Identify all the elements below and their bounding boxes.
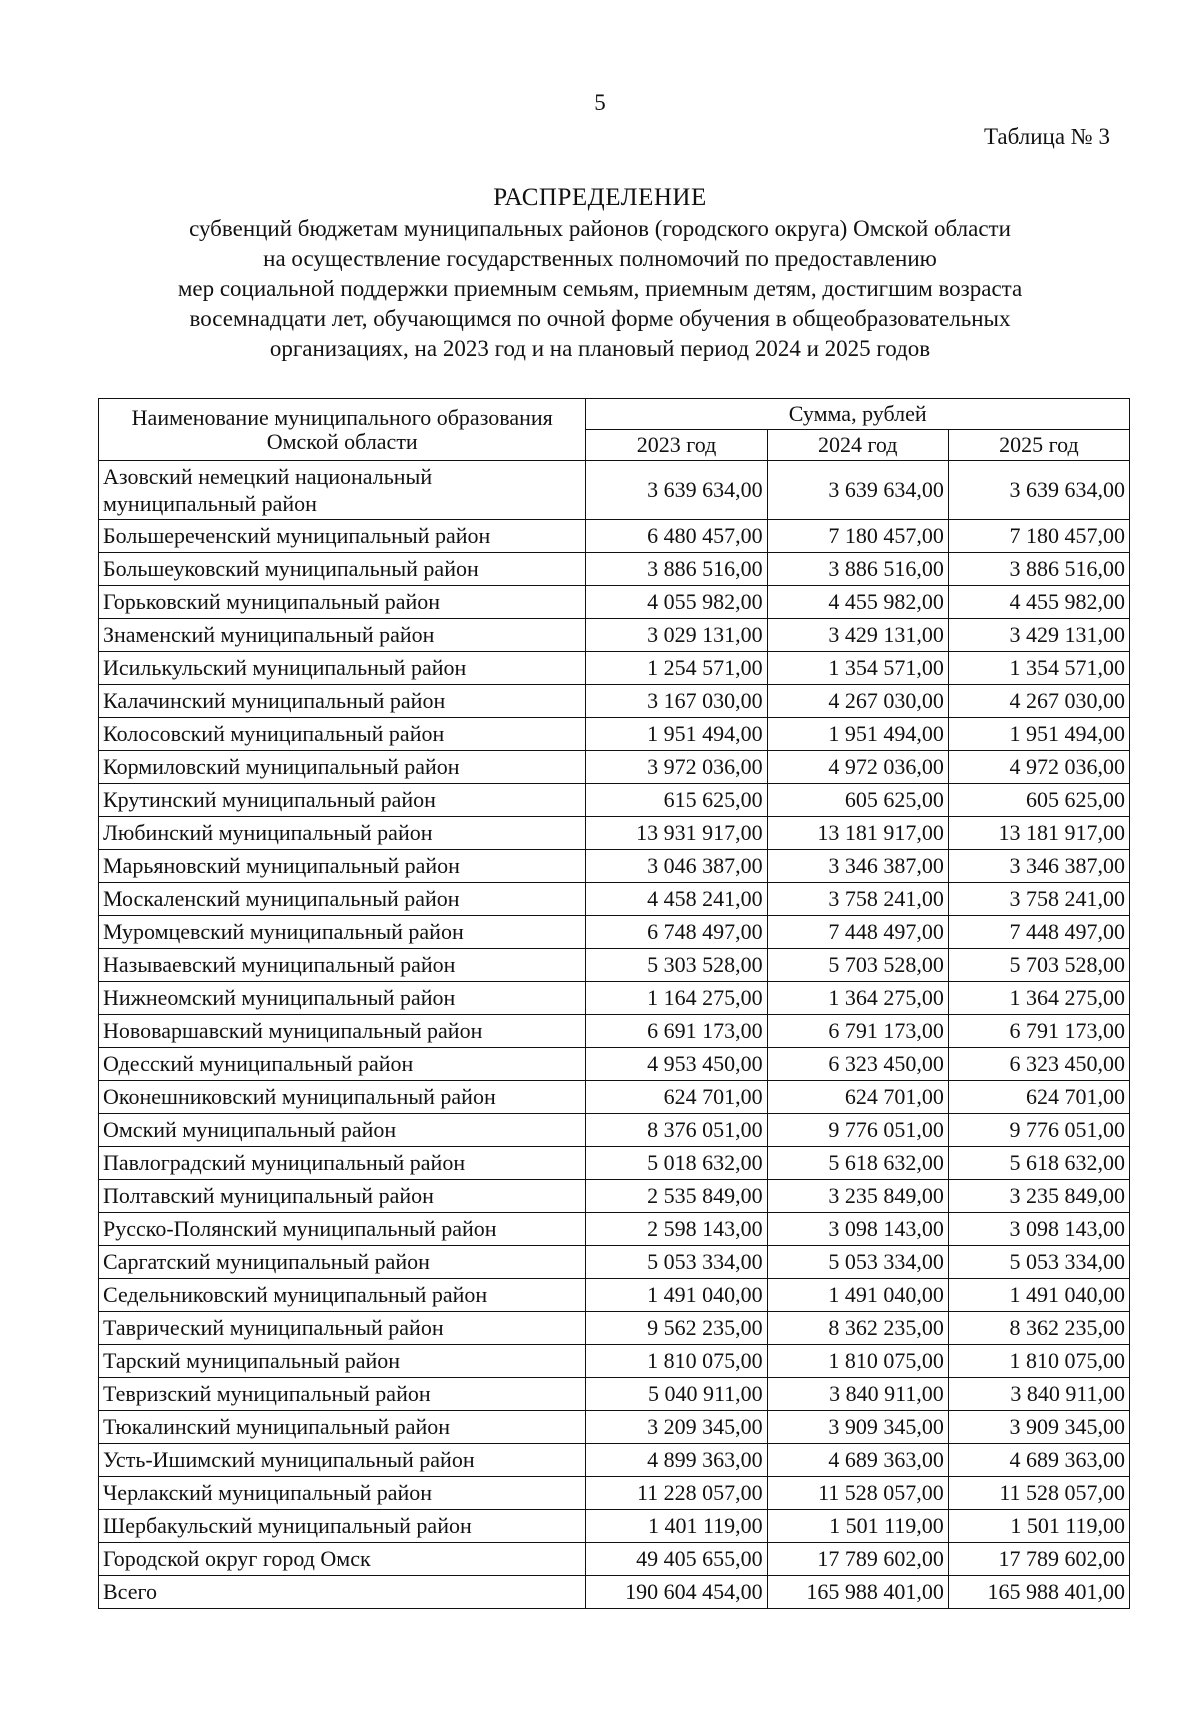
table-row — [99, 1081, 1130, 1114]
table-row — [99, 1213, 1130, 1246]
amount-2024-cell: 3 098 143,00 — [767, 1213, 948, 1246]
district-name-cell: Марьяновский муниципальный район — [99, 850, 586, 883]
district-name-cell: Тюкалинский муниципальный район — [99, 1411, 586, 1444]
amount-2024-cell: 17 789 602,00 — [767, 1543, 948, 1576]
amount-2023-cell: 190 604 454,00 — [586, 1576, 767, 1609]
amount-2024-cell: 4 455 982,00 — [767, 586, 948, 619]
amount-2024-cell: 3 840 911,00 — [767, 1378, 948, 1411]
table-row — [99, 1246, 1130, 1279]
table-row — [99, 685, 1130, 718]
district-name-cell: Нововаршавский муниципальный район — [99, 1015, 586, 1048]
amount-2024-cell: 4 267 030,00 — [767, 685, 948, 718]
table-row — [99, 1477, 1130, 1510]
table-label: Таблица № 3 — [983, 124, 1110, 149]
amount-2024-cell: 605 625,00 — [767, 784, 948, 817]
amount-2023-cell: 4 458 241,00 — [586, 883, 767, 916]
district-name-cell: Нижнеомский муниципальный район — [99, 982, 586, 1015]
district-name-cell: Тевризский муниципальный район — [99, 1378, 586, 1411]
table-row — [99, 1048, 1130, 1081]
amount-2023-cell: 6 480 457,00 — [586, 520, 767, 553]
amount-2024-cell: 9 776 051,00 — [767, 1114, 948, 1147]
amount-2023-cell: 1 401 119,00 — [586, 1510, 767, 1543]
district-name-cell: Любинский муниципальный район — [99, 817, 586, 850]
table-row — [99, 1015, 1130, 1048]
column-header-year: 2024 год — [767, 430, 948, 461]
district-name-cell: Тарский муниципальный район — [99, 1345, 586, 1378]
subtitle-line: субвенций бюджетам муниципальных районов (городского округа) Омской области — [189, 216, 1011, 241]
amount-2023-cell: 4 055 982,00 — [586, 586, 767, 619]
table-row — [99, 751, 1130, 784]
district-name-cell: Кормиловский муниципальный район — [99, 751, 586, 784]
amount-2023-cell: 3 886 516,00 — [586, 553, 767, 586]
table-row — [99, 520, 1130, 553]
district-name-cell: Городской округ город Омск — [99, 1543, 586, 1576]
amount-2024-cell: 1 364 275,00 — [767, 982, 948, 1015]
amount-2024-cell: 165 988 401,00 — [767, 1576, 948, 1609]
amount-2023-cell: 5 040 911,00 — [586, 1378, 767, 1411]
amount-2023-cell: 5 053 334,00 — [586, 1246, 767, 1279]
district-name-cell: Русско-Полянский муниципальный район — [99, 1213, 586, 1246]
table-row — [99, 1444, 1130, 1477]
table-row — [99, 1543, 1130, 1576]
amount-2023-cell: 615 625,00 — [586, 784, 767, 817]
amount-2025-cell: 1 491 040,00 — [948, 1279, 1129, 1312]
amount-2024-cell: 3 909 345,00 — [767, 1411, 948, 1444]
amount-2024-cell: 5 703 528,00 — [767, 949, 948, 982]
amount-2023-cell: 5 018 632,00 — [586, 1147, 767, 1180]
table-row — [99, 652, 1130, 685]
amount-2024-cell: 7 180 457,00 — [767, 520, 948, 553]
amount-2024-cell: 1 354 571,00 — [767, 652, 948, 685]
amount-2025-cell: 7 448 497,00 — [948, 916, 1129, 949]
amount-2024-cell: 3 235 849,00 — [767, 1180, 948, 1213]
amount-2023-cell: 11 228 057,00 — [586, 1477, 767, 1510]
table-row — [99, 1180, 1130, 1213]
column-header-name: Наименование муниципального образования Омской области — [99, 399, 586, 461]
subtitle-line: организациях, на 2023 год и на плановый период 2024 и 2025 годов — [269, 336, 931, 361]
amount-2024-cell: 4 689 363,00 — [767, 1444, 948, 1477]
amount-2025-cell: 605 625,00 — [948, 784, 1129, 817]
table-row — [99, 586, 1130, 619]
column-header-year: 2023 год — [586, 430, 767, 461]
amount-2023-cell: 1 491 040,00 — [586, 1279, 767, 1312]
subtitle-line: мер социальной поддержки приемным семьям, приемным детям, достигшим возраста — [177, 276, 1023, 301]
amount-2023-cell: 624 701,00 — [586, 1081, 767, 1114]
amount-2025-cell: 5 703 528,00 — [948, 949, 1129, 982]
amount-2023-cell: 8 376 051,00 — [586, 1114, 767, 1147]
amount-2024-cell: 1 951 494,00 — [767, 718, 948, 751]
amount-2023-cell: 13 931 917,00 — [586, 817, 767, 850]
table-row — [99, 949, 1130, 982]
table-row — [99, 1279, 1130, 1312]
district-name-cell: Горьковский муниципальный район — [99, 586, 586, 619]
amount-2024-cell: 11 528 057,00 — [767, 1477, 948, 1510]
amount-2025-cell: 1 354 571,00 — [948, 652, 1129, 685]
amount-2023-cell: 3 639 634,00 — [586, 461, 767, 520]
table-row — [99, 1312, 1130, 1345]
amount-2025-cell: 17 789 602,00 — [948, 1543, 1129, 1576]
amount-2023-cell: 1 810 075,00 — [586, 1345, 767, 1378]
amount-2025-cell: 3 758 241,00 — [948, 883, 1129, 916]
amount-2025-cell: 5 618 632,00 — [948, 1147, 1129, 1180]
district-name-cell: Омский муниципальный район — [99, 1114, 586, 1147]
amount-2024-cell: 5 053 334,00 — [767, 1246, 948, 1279]
district-name-cell: Крутинский муниципальный район — [99, 784, 586, 817]
amount-2024-cell: 1 501 119,00 — [767, 1510, 948, 1543]
district-name-cell: Большереченский муниципальный район — [99, 520, 586, 553]
district-name-cell: Большеуковский муниципальный район — [99, 553, 586, 586]
amount-2025-cell: 1 501 119,00 — [948, 1510, 1129, 1543]
amount-2024-cell: 13 181 917,00 — [767, 817, 948, 850]
amount-2023-cell: 3 209 345,00 — [586, 1411, 767, 1444]
amount-2024-cell: 3 758 241,00 — [767, 883, 948, 916]
district-name-cell: Черлакский муниципальный район — [99, 1477, 586, 1510]
district-name-cell: Одесский муниципальный район — [99, 1048, 586, 1081]
amount-2025-cell: 3 639 634,00 — [948, 461, 1129, 520]
amount-2025-cell: 13 181 917,00 — [948, 817, 1129, 850]
amount-2025-cell: 1 951 494,00 — [948, 718, 1129, 751]
amount-2025-cell: 9 776 051,00 — [948, 1114, 1129, 1147]
table-row — [99, 1345, 1130, 1378]
table-row — [99, 1147, 1130, 1180]
amount-2025-cell: 624 701,00 — [948, 1081, 1129, 1114]
amount-2024-cell: 6 323 450,00 — [767, 1048, 948, 1081]
table-row — [99, 553, 1130, 586]
district-name-cell: Павлоградский муниципальный район — [99, 1147, 586, 1180]
district-name-cell: Исилькульский муниципальный район — [99, 652, 586, 685]
amount-2024-cell: 7 448 497,00 — [767, 916, 948, 949]
table-row — [99, 1510, 1130, 1543]
subtitle-line: восемнадцати лет, обучающимся по очной форме обучения в общеобразовательных — [189, 306, 1011, 331]
table-row — [99, 784, 1130, 817]
amount-2025-cell: 11 528 057,00 — [948, 1477, 1129, 1510]
district-name-cell: Саргатский муниципальный район — [99, 1246, 586, 1279]
amount-2025-cell: 3 840 911,00 — [948, 1378, 1129, 1411]
table-row — [99, 1378, 1130, 1411]
amount-2025-cell: 3 098 143,00 — [948, 1213, 1129, 1246]
amount-2025-cell: 8 362 235,00 — [948, 1312, 1129, 1345]
amount-2023-cell: 6 691 173,00 — [586, 1015, 767, 1048]
district-name-cell: Калачинский муниципальный район — [99, 685, 586, 718]
amount-2025-cell: 165 988 401,00 — [948, 1576, 1129, 1609]
amount-2024-cell: 8 362 235,00 — [767, 1312, 948, 1345]
subtitle-line: на осуществление государственных полномочий по предоставлению — [263, 246, 937, 271]
amount-2024-cell: 6 791 173,00 — [767, 1015, 948, 1048]
district-name-cell: Азовский немецкий национальный муниципальный район — [99, 461, 586, 520]
district-name-cell: Знаменский муниципальный район — [99, 619, 586, 652]
district-name-cell: Седельниковский муниципальный район — [99, 1279, 586, 1312]
table-body — [99, 461, 1130, 1609]
amount-2023-cell: 1 164 275,00 — [586, 982, 767, 1015]
amount-2024-cell: 1 491 040,00 — [767, 1279, 948, 1312]
amount-2024-cell: 3 639 634,00 — [767, 461, 948, 520]
amount-2024-cell: 3 346 387,00 — [767, 850, 948, 883]
table-row — [99, 619, 1130, 652]
amount-2023-cell: 5 303 528,00 — [586, 949, 767, 982]
amount-2023-cell: 3 029 131,00 — [586, 619, 767, 652]
amount-2025-cell: 4 689 363,00 — [948, 1444, 1129, 1477]
amount-2023-cell: 4 899 363,00 — [586, 1444, 767, 1477]
district-name-cell: Муромцевский муниципальный район — [99, 916, 586, 949]
amount-2024-cell: 1 810 075,00 — [767, 1345, 948, 1378]
amount-2023-cell: 6 748 497,00 — [586, 916, 767, 949]
amount-2023-cell: 3 972 036,00 — [586, 751, 767, 784]
district-name-cell: Полтавский муниципальный район — [99, 1180, 586, 1213]
amount-2025-cell: 3 346 387,00 — [948, 850, 1129, 883]
amount-2024-cell: 3 886 516,00 — [767, 553, 948, 586]
page-number: 5 — [594, 90, 606, 115]
table-row — [99, 916, 1130, 949]
amount-2024-cell: 4 972 036,00 — [767, 751, 948, 784]
amount-2023-cell: 3 046 387,00 — [586, 850, 767, 883]
table-row — [99, 461, 1130, 520]
amount-2025-cell: 3 235 849,00 — [948, 1180, 1129, 1213]
table-header — [99, 399, 1130, 461]
amount-2025-cell: 6 323 450,00 — [948, 1048, 1129, 1081]
amount-2025-cell: 3 886 516,00 — [948, 553, 1129, 586]
district-name-cell: Называевский муниципальный район — [99, 949, 586, 982]
amount-2025-cell: 1 810 075,00 — [948, 1345, 1129, 1378]
district-name-cell: Колосовский муниципальный район — [99, 718, 586, 751]
amount-2025-cell: 6 791 173,00 — [948, 1015, 1129, 1048]
amount-2023-cell: 4 953 450,00 — [586, 1048, 767, 1081]
document-title: РАСПРЕДЕЛЕНИЕ — [493, 184, 707, 211]
amount-2023-cell: 2 535 849,00 — [586, 1180, 767, 1213]
district-name-cell: Шербакульский муниципальный район — [99, 1510, 586, 1543]
amount-2025-cell: 7 180 457,00 — [948, 520, 1129, 553]
column-header-sum: Сумма, рублей — [586, 399, 1130, 430]
total-row — [99, 1576, 1130, 1609]
amount-2025-cell: 3 429 131,00 — [948, 619, 1129, 652]
table-row — [99, 1411, 1130, 1444]
amount-2025-cell: 4 972 036,00 — [948, 751, 1129, 784]
amount-2023-cell: 3 167 030,00 — [586, 685, 767, 718]
amount-2025-cell: 4 267 030,00 — [948, 685, 1129, 718]
district-name-cell: Москаленский муниципальный район — [99, 883, 586, 916]
district-name-cell: Оконешниковский муниципальный район — [99, 1081, 586, 1114]
amount-2025-cell: 4 455 982,00 — [948, 586, 1129, 619]
district-name-cell: Усть-Ишимский муниципальный район — [99, 1444, 586, 1477]
district-name-cell: Таврический муниципальный район — [99, 1312, 586, 1345]
table-row — [99, 982, 1130, 1015]
amount-2024-cell: 3 429 131,00 — [767, 619, 948, 652]
amount-2025-cell: 1 364 275,00 — [948, 982, 1129, 1015]
document-subtitle — [150, 214, 1050, 364]
amount-2023-cell: 1 951 494,00 — [586, 718, 767, 751]
amount-2024-cell: 624 701,00 — [767, 1081, 948, 1114]
amount-2025-cell: 3 909 345,00 — [948, 1411, 1129, 1444]
column-header-year: 2025 год — [948, 430, 1129, 461]
amount-2023-cell: 9 562 235,00 — [586, 1312, 767, 1345]
table-row — [99, 1114, 1130, 1147]
table-row — [99, 850, 1130, 883]
amount-2025-cell: 5 053 334,00 — [948, 1246, 1129, 1279]
amount-2023-cell: 49 405 655,00 — [586, 1543, 767, 1576]
amount-2023-cell: 1 254 571,00 — [586, 652, 767, 685]
amount-2023-cell: 2 598 143,00 — [586, 1213, 767, 1246]
table-row — [99, 883, 1130, 916]
table-row — [99, 718, 1130, 751]
table-row — [99, 817, 1130, 850]
district-name-cell: Всего — [99, 1576, 586, 1609]
distribution-table — [98, 398, 1130, 1609]
amount-2024-cell: 5 618 632,00 — [767, 1147, 948, 1180]
